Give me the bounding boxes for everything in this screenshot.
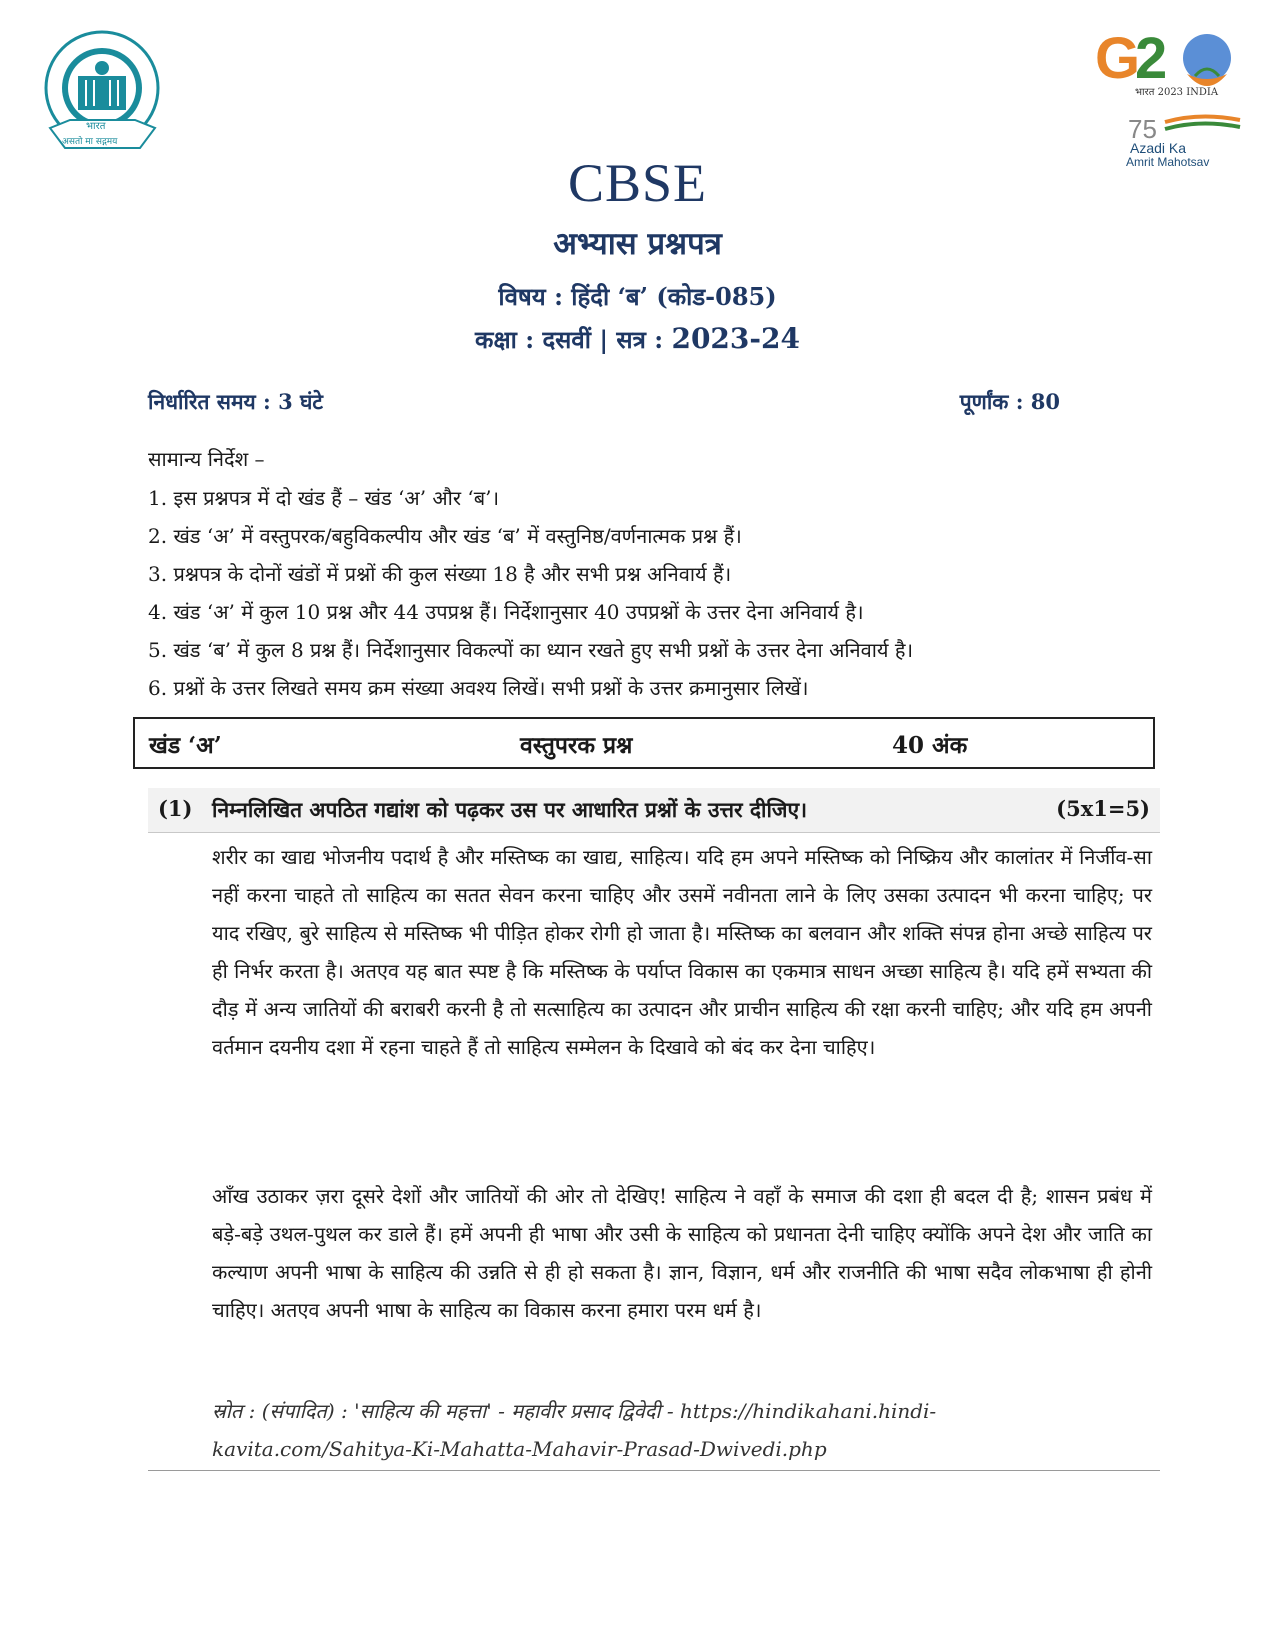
section-header-box [133,717,1155,769]
question-text: निम्नलिखित अपठित गद्यांश को पढ़कर उस पर आधारित प्रश्नों के उत्तर दीजिए। [212,797,808,822]
cbse-logo [40,28,165,168]
passage-paragraph-1: शरीर का खाद्य भोजनीय पदार्थ है और मस्तिष्क का खाद्य, साहित्य। यदि हम अपने मस्तिष्क को निष्क्रिय और कालांतर में निर्जीव-सा नहीं करना चाहते तो साहित्य का सतत सेवन करना चाहिए और उसमें नवीनता लाने के लिए उसका उत्पादन भी करना चाहिए; पर याद रखिए, बुरे साहित्य से मस्तिष्क भी पीड़ित होकर रोगी हो जाता है। मस्तिष्क का बलवान और शक्ति संपन्न होना अच्छे साहित्य पर ही निर्भर करता है। अतएव यह बात स्पष्ट है कि मस्तिष्क के पर्याप्त विकास का एकमात्र साधन अच्छा साहित्य है। यदि हमें सभ्यता की दौड़ में अन्य जातियों की बराबरी करनी है तो सत्साहित्य का उत्पादन और प्राचीन साहित्य की रक्षा करनी चाहिए; और यदि हम अपनी वर्तमान दयनीय दशा में रहना चाहते हैं तो साहित्य सम्मेलन के दिखावे को बंद कर देना चाहिए। [212,845,1152,1059]
instruction-item: 1. इस प्रश्नपत्र में दो खंड हैं – खंड ‘अ’ और ‘ब’। [148,486,500,510]
class-label: कक्षा : दसवीं | सत्र : [475,325,672,354]
instructions-list [148,482,1148,710]
section-marks: 40 अंक [892,732,968,759]
session-year: 2023-24 [671,322,800,355]
instruction-item: 6. प्रश्नों के उत्तर लिखते समय क्रम संख्या अवश्य लिखें। सभी प्रश्नों के उत्तर क्रमानुसार लिखें। [148,676,809,700]
max-marks: पूर्णांक : 80 [959,389,1060,414]
question-marks: (5x1=5) [1056,796,1150,821]
question-number: (1) [158,796,193,821]
section-type: वस्तुपरक प्रश्न [520,732,633,759]
svg-text:75: 75 [1128,114,1157,142]
subject-line: विषय : हिंदी ‘ब’ (कोड-085) [498,282,777,311]
svg-text:2: 2 [1135,26,1168,91]
instructions-heading: सामान्य निर्देश – [148,447,265,471]
instruction-item: 4. खंड ‘अ’ में कुल 10 प्रश्न और 44 उपप्रश्न हैं। निर्देशानुसार 40 उपप्रश्नों के उत्तर देना अनिवार्य है। [148,600,864,624]
instruction-item: 5. खंड ‘ब’ में कुल 8 प्रश्न हैं। निर्देशानुसार विकल्पों का ध्यान रखते हुए सभी प्रश्नों के उत्तर देना अनिवार्य है। [148,638,914,662]
class-session-line [0,322,1275,356]
divider-line [148,1470,1160,1471]
azadi-line2: Amrit Mahotsav [1126,155,1210,169]
paper-title: अभ्यास प्रश्नपत्र [553,226,722,262]
brand-title: CBSE [567,153,708,213]
time-allowed: निर्धारित समय : 3 घंटे [148,389,323,414]
question-header [148,788,1160,833]
azadi-line1: Azadi Ka [1130,140,1187,156]
cbse-logo-motto: असतो मा सद्गमय [62,137,118,147]
instruction-item: 3. प्रश्नपत्र के दोनों खंडों में प्रश्नों की कुल संख्या 18 है और सभी प्रश्न अनिवार्य हैं। [148,562,732,586]
passage-paragraph-2: आँख उठाकर ज़रा दूसरे देशों और जातियों की ओर तो देखिए! साहित्य ने वहाँ के समाज की दशा ही बदल दी है; शासन प्रबंध में बड़े-बड़े उथल-पुथल कर डाले हैं। हमें अपनी ही भाषा और उसी के साहित्य को प्रधानता देनी चाहिए क्योंकि अपने देश और जाति का कल्याण अपनी भाषा के साहित्य की उन्नति से ही हो सकता है। ज्ञान, विज्ञान, धर्म और राजनीति की भाषा सदैव लोकभाषा ही होनी चाहिए। अतएव अपनी भाषा के साहित्य का विकास करना हमारा परम धर्म है। [212,1184,1152,1322]
cbse-logo-center-text: भारत [86,121,106,132]
g20-subtitle: भारत 2023 INDIA [1135,87,1219,98]
section-name: खंड ‘अ’ [149,732,222,759]
passage-source: स्रोत : (संपादित) : 'साहित्य की महत्ता' - महावीर प्रसाद द्विवेदी - https://hindikahani.hindi-kavita.com/Sahitya-Ki-Mahatta-Mahavir-Prasad-Dwivedi.php [212,1399,937,1461]
instruction-item: 2. खंड ‘अ’ में वस्तुपरक/बहुविकल्पीय और खंड ‘ब’ में वस्तुनिष्ठ/वर्णनात्मक प्रश्न हैं। [148,524,742,548]
svg-text:G: G [1095,26,1141,91]
